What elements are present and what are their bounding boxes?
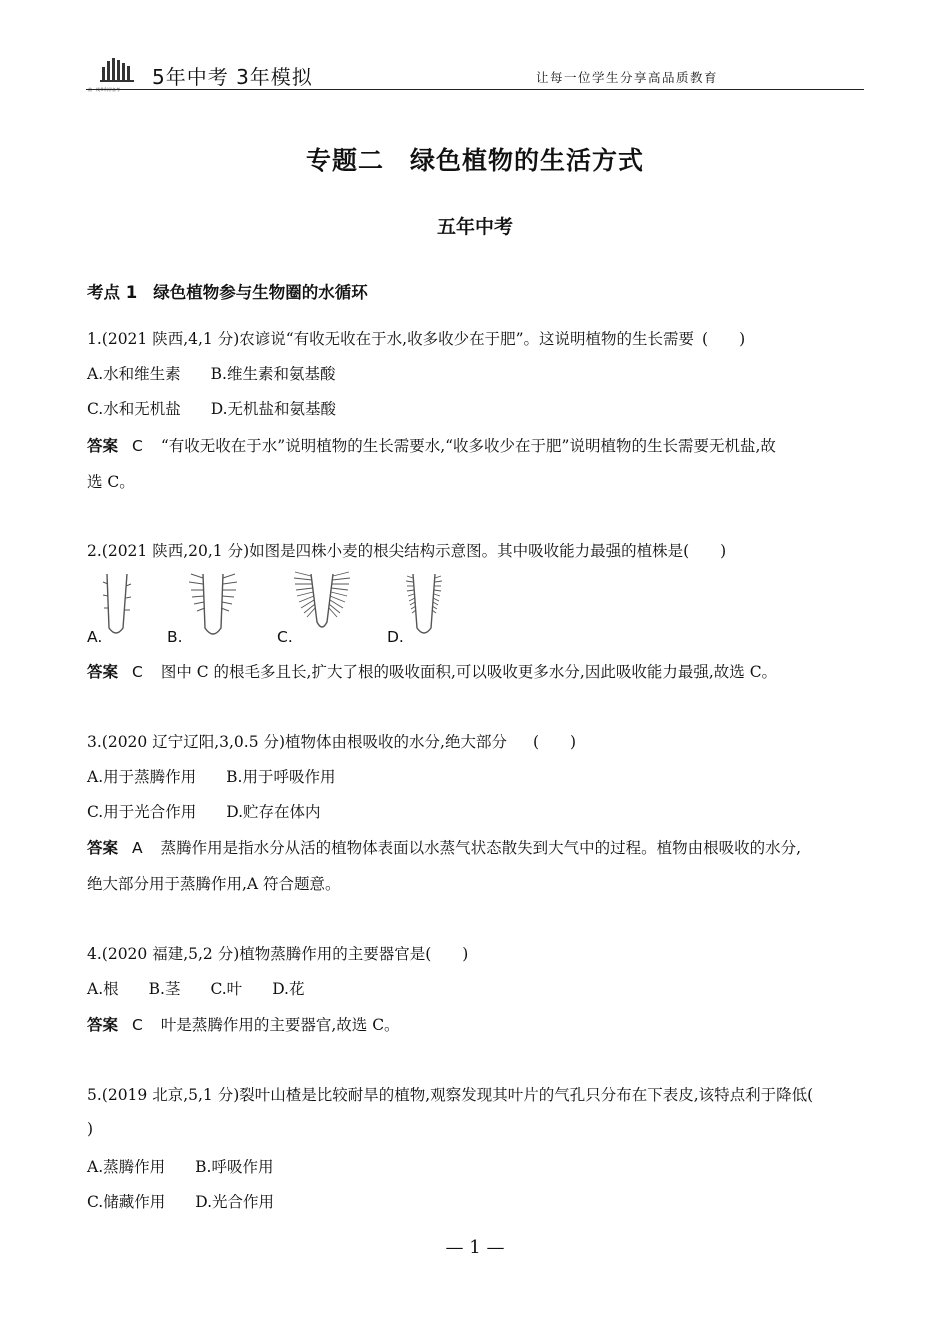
page-subtitle: 五年中考 [436, 216, 513, 238]
option: A.水和维生素 [87, 365, 181, 383]
option: D.光合作用 [195, 1193, 275, 1211]
option: D.贮存在体内 [226, 803, 321, 821]
figure-label-c: C. [277, 628, 293, 646]
question-2-stem: 2.(2021 陕西,20,1 分)如图是四株小麦的根尖结构示意图。其中吸收能力最强的植株是( ) [87, 542, 727, 560]
question-5-options-row-2 [87, 1190, 274, 1212]
option: D.无机盐和氨基酸 [210, 400, 337, 418]
figure-label-a: A. [87, 628, 103, 646]
question-2-answer: 答案 C 图中 C 的根毛多且长,扩大了根的吸收面积,可以吸收更多水分,因此吸收能力最强,故选 C。 [87, 663, 778, 681]
section-label: 考点 1 [87, 283, 138, 302]
option: B.呼吸作用 [195, 1158, 274, 1176]
option: C.用于光合作用 [87, 803, 197, 821]
page-title: 专题二 绿色植物的生活方式 [305, 146, 644, 175]
brand-title: 5年中考 3年模拟 [152, 65, 313, 89]
page-header [86, 55, 864, 95]
root-tip-short-hairs-icon [183, 570, 243, 642]
figure-label-d: D. [387, 628, 404, 646]
question-1-answer: 答案 C “有收无收在于水”说明植物的生长需要水,“收多收少在于肥”说明植物的生长需要无机盐,故 [87, 437, 776, 455]
book-stack-logo-icon [100, 57, 134, 83]
option: C.储藏作用 [87, 1193, 166, 1211]
question-1-answer-cont: 选 C。 [87, 473, 135, 491]
question-3-stem: 3.(2020 辽宁辽阳,3,0.5 分)植物体由根吸收的水分,绝大部分 ( ) [87, 733, 577, 751]
header-divider [86, 89, 864, 90]
option: A.用于蒸腾作用 [87, 768, 197, 786]
question-1-stem: 1.(2021 陕西,4,1 分)农谚说“有收无收在于水,收多收少在于肥”。这说明植物的生长需要 ( ) [87, 330, 746, 348]
question-1-options-row-2 [87, 397, 336, 419]
question-3-options-row-2 [87, 800, 321, 822]
page-number: — 1 — [445, 1237, 505, 1258]
question-4-options [87, 977, 305, 999]
question-3-options-row-1 [87, 765, 335, 787]
header-slogan: 让每一位学生分享高品质教育 [535, 70, 718, 85]
question-5-stem-cont: ) [87, 1120, 94, 1138]
option: B.用于呼吸作用 [226, 768, 336, 786]
option: B.维生素和氨基酸 [210, 365, 336, 383]
question-5-stem: 5.(2019 北京,5,1 分)裂叶山楂是比较耐旱的植物,观察发现其叶片的气孔只分布在下表皮,该特点利于降低( [87, 1086, 814, 1104]
question-3-answer: 答案 A 蒸腾作用是指水分从活的植物体表面以水蒸气状态散失到大气中的过程。植物由根吸收的水分, [87, 839, 802, 857]
question-4-stem: 4.(2020 福建,5,2 分)植物蒸腾作用的主要器官是( ) [87, 945, 469, 963]
root-tip-sparse-icon [99, 570, 135, 640]
section-heading [87, 279, 368, 303]
option: A.蒸腾作用 [87, 1158, 166, 1176]
option: C.叶 [210, 980, 243, 998]
root-tip-figure [87, 570, 447, 650]
option: A.根 [87, 980, 119, 998]
question-3-answer-cont: 绝大部分用于蒸腾作用,A 符合题意。 [87, 875, 341, 893]
option: C.水和无机盐 [87, 400, 181, 418]
question-1-options-row-1 [87, 362, 335, 384]
option: D.花 [272, 980, 305, 998]
question-5-options-row-1 [87, 1155, 273, 1177]
root-tip-dense-long-hairs-icon [291, 570, 353, 636]
logo-caption: 曲一线®科学备考 [88, 87, 120, 92]
option: B.茎 [148, 980, 181, 998]
section-text: 绿色植物参与生物圈的水循环 [153, 283, 368, 302]
root-tip-dense-short-hairs-icon [401, 570, 445, 640]
figure-label-b: B. [167, 628, 183, 646]
question-4-answer: 答案 C 叶是蒸腾作用的主要器官,故选 C。 [87, 1016, 400, 1034]
